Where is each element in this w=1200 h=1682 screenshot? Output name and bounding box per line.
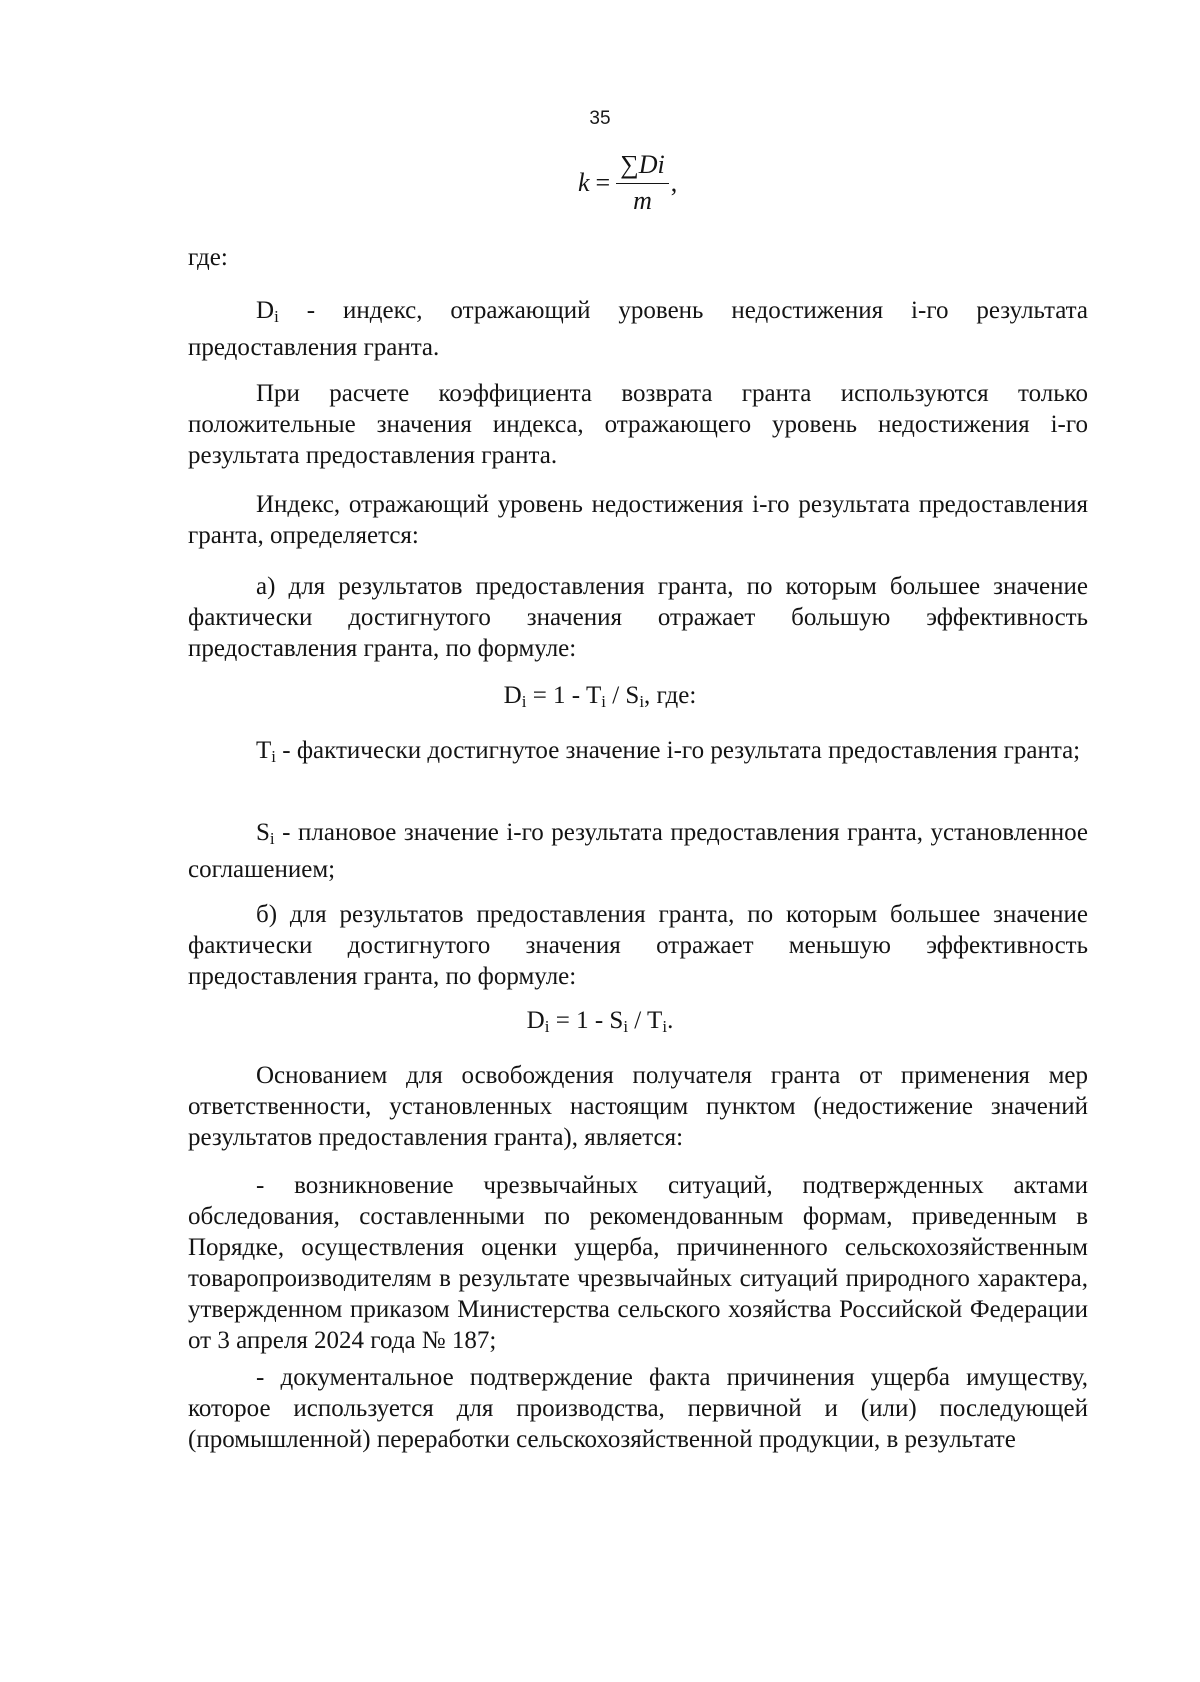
formula-b-t-sub: i: [662, 1017, 668, 1036]
formula-b-s-sub: i: [623, 1017, 629, 1036]
di-symbol: D: [256, 297, 275, 324]
di-subscript: i: [274, 307, 279, 326]
case-a: а) для результатов предоставления гранта, по которым большее значение фактически достигнутого значения отражает большую эффективность предоставления гранта, по формуле:: [188, 573, 1088, 662]
formula-a-d-sub: i: [521, 692, 527, 711]
ti-subscript: i: [271, 747, 277, 766]
formula-b-mid: = 1 -: [549, 1007, 610, 1034]
formula-k-equals: =: [595, 168, 611, 197]
formula-a-t-sub: i: [601, 692, 606, 711]
formula-b-t: T: [647, 1007, 663, 1034]
formula-a-s-sub: i: [639, 692, 645, 711]
index-intro: Индекс, отражающий уровень недостижения i-го результата предоставления гранта, определяется:: [188, 491, 1088, 549]
formula-a: [0, 680, 1200, 717]
si-definition-text: - плановое значение i-го результата предоставления гранта, установленное соглашением;: [188, 819, 1088, 883]
formula-b-s: S: [609, 1007, 624, 1034]
formula-a-tail: , где:: [644, 682, 697, 709]
formula-a-mid: = 1 -: [526, 682, 586, 709]
calc-note: При расчете коэффициента возврата гранта используются только положительные значения индекса, отражающего уровень недостижения i-го результата предоставления гранта.: [188, 380, 1088, 469]
formula-a-d: D: [503, 682, 522, 709]
formula-a-t: T: [585, 682, 602, 709]
formula-k-numerator: ∑Di: [616, 150, 669, 184]
formula-b-d-sub: i: [544, 1017, 550, 1036]
ti-definition-text: - фактически достигнутое значение i-го результата предоставления гранта;: [276, 737, 1081, 764]
ti-definition: [188, 735, 1088, 772]
formula-k-comma: ,: [670, 168, 678, 197]
ti-symbol: T: [256, 737, 272, 764]
formula-k: [578, 150, 677, 216]
formula-b-slash: /: [628, 1007, 648, 1034]
si-subscript: i: [269, 829, 275, 848]
damage-paragraph: - документальное подтверждение факта причинения ущерба имуществу, которое используется для производства, первичной и (или) последующей (промышленной) переработки сельскохозяйственной продукции, в результате: [188, 1364, 1088, 1453]
si-definition: [188, 817, 1088, 885]
exemption-paragraph: Основанием для освобождения получателя гранта от применения мер ответственности, установленных настоящим пунктом (недостижение значений результатов предоставления гранта), является:: [188, 1062, 1088, 1151]
si-symbol: S: [256, 819, 270, 846]
formula-a-s: S: [625, 682, 640, 709]
formula-b: [0, 1005, 1200, 1042]
formula-k-lhs: k: [578, 168, 590, 197]
where-label: где:: [188, 244, 228, 271]
formula-k-fraction: [616, 150, 669, 216]
formula-b-d: D: [526, 1007, 545, 1034]
formula-b-tail: .: [667, 1007, 674, 1034]
di-definition: [188, 295, 1088, 363]
formula-a-slash: /: [605, 682, 626, 709]
di-definition-text: - индекс, отражающий уровень недостижения i-го результата предоставления гранта.: [188, 297, 1088, 361]
formula-k-denominator: m: [633, 186, 652, 215]
case-b: б) для результатов предоставления гранта, по которым большее значение фактически достигнутого значения отражает меньшую эффективность предоставления гранта, по формуле:: [188, 901, 1088, 990]
emergency-paragraph: - возникновение чрезвычайных ситуаций, подтвержденных актами обследования, составленными по рекомендованным формам, приведенным в Порядке, осуществления оценки ущерба, причиненного сельскохозяйственным товаропроизводителям в результате чрезвычайных ситуаций природного характера, утвержденном приказом Министерства сельского хозяйства Российской Федерации от 3 апреля 2024 года № 187;: [188, 1172, 1088, 1354]
page-number: 35: [589, 108, 611, 129]
